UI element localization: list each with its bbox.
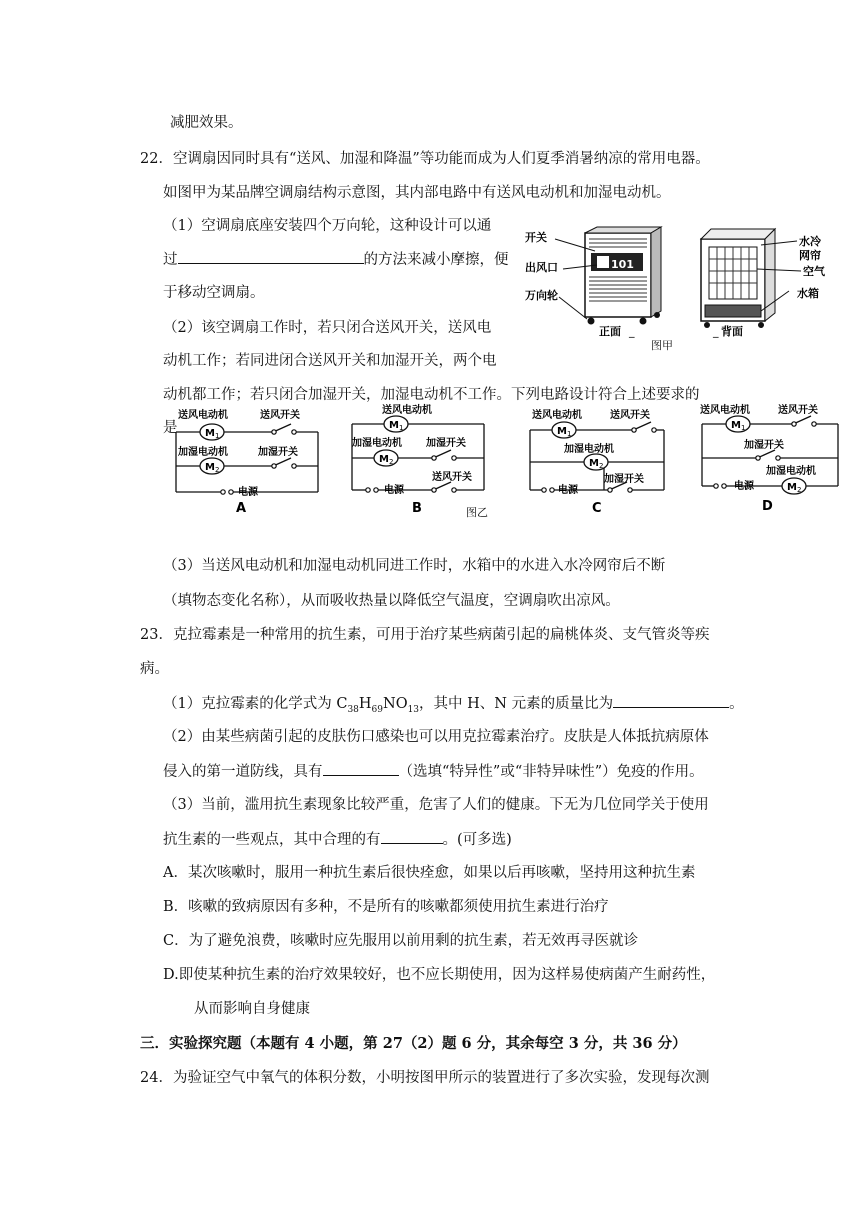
subscript: 38	[347, 704, 359, 715]
svg-text:加湿电动机: 加湿电动机	[766, 466, 816, 477]
question-22-stem: 22．空调扇因同时具有“送风、加湿和降温”等功能而成为人们夏季消暑纳凉的常用电器。	[140, 151, 710, 167]
answer-blank-23-2[interactable]	[323, 761, 399, 776]
svg-text:101: 101	[611, 258, 634, 271]
answer-blank-23-3[interactable]	[381, 829, 443, 844]
svg-text:加湿电动机: 加湿电动机	[352, 438, 402, 449]
text-line: 减肥效果。	[170, 115, 243, 131]
svg-text:送风开关: 送风开关	[778, 405, 818, 416]
text-line: （1）空调扇底座安装四个万向轮，这种设计可以通	[163, 218, 492, 234]
text-fragment: NO	[383, 696, 408, 712]
svg-text:加湿电动机: 加湿电动机	[178, 447, 228, 458]
subscript: 13	[407, 704, 420, 715]
svg-text:1: 1	[399, 424, 404, 432]
svg-text:M: M	[205, 428, 215, 439]
option-d-continued: 从而影响自身健康	[194, 1001, 310, 1017]
text-line: （填物态变化名称），从而吸收热量以降低空气温度，空调扇吹出凉风。	[163, 593, 620, 609]
figure-jia-caption: 图甲	[651, 339, 673, 352]
text-fragment: 的方法来减小摩擦，便	[363, 252, 509, 268]
circuit-c	[530, 408, 664, 516]
svg-text:M: M	[205, 462, 215, 473]
text-line: 病。	[140, 661, 169, 677]
svg-text:电源: 电源	[734, 481, 754, 492]
figure-yi-caption: 图乙	[466, 506, 488, 519]
text-fragment: 。	[729, 696, 744, 712]
label-air: 空气	[803, 265, 825, 278]
label-air-outlet: 出风口	[525, 261, 558, 274]
text-fragment: 抗生素的一些观点，其中合理的有	[163, 832, 381, 848]
text-fragment: 侵入的第一道防线，具有	[163, 764, 323, 780]
answer-blank-23-1[interactable]	[613, 693, 729, 708]
svg-text:电源: 电源	[384, 485, 404, 496]
svg-text:D: D	[762, 499, 773, 514]
question-24-stem: 24．为验证空气中氧气的体积分数，小明按图甲所示的装置进行了多次实验，发现每次测	[140, 1070, 710, 1086]
svg-text:1: 1	[741, 424, 746, 432]
text-line: 是	[163, 420, 178, 436]
back-unit-illustration	[701, 229, 826, 338]
svg-text:M: M	[389, 420, 399, 431]
svg-text:送风电动机: 送风电动机	[382, 405, 432, 416]
svg-text:1: 1	[567, 430, 572, 438]
svg-text:2: 2	[599, 462, 604, 470]
svg-text:2: 2	[797, 486, 802, 494]
svg-text:B: B	[412, 501, 422, 516]
option-b: B．咳嗽的致病原因有多种，不是所有的咳嗽都须使用抗生素进行治疗	[163, 899, 609, 915]
option-d: D.即使某种抗生素的治疗效果较好，也不应长期使用，因为这样易使病菌产生耐药性，	[163, 967, 716, 983]
circuit-d	[700, 403, 838, 514]
svg-text:1: 1	[215, 432, 220, 440]
question-23-stem: 23．克拉霉素是一种常用的抗生素，可用于治疗某些病菌引起的扁桃体炎、支气管炎等疾	[140, 627, 710, 643]
svg-text:_: _	[629, 325, 635, 338]
svg-text:加湿开关: 加湿开关	[426, 438, 466, 449]
svg-text:加湿开关: 加湿开关	[744, 440, 784, 451]
text-line: 于移动空调扇。	[163, 285, 265, 301]
text-line-with-blank	[163, 249, 509, 270]
label-net-curtain: 网帘	[799, 249, 821, 262]
label-front: 正面	[599, 325, 621, 338]
text-line: 如图甲为某品牌空调扇结构示意图，其内部电路中有送风电动机和加湿电动机。	[163, 185, 671, 201]
option-c: C．为了避免浪费，咳嗽时应先服用以前用剩的抗生素，若无效再寻医就诊	[163, 933, 639, 949]
option-a: A．某次咳嗽时，服用一种抗生素后很快痊愈，如果以后再咳嗽，坚持用这种抗生素	[163, 865, 696, 881]
figure-yi-circuits	[170, 400, 850, 516]
text-line-with-blank	[163, 761, 704, 782]
svg-text:2: 2	[215, 466, 220, 474]
text-line: （3）当送风电动机和加湿电动机同进工作时，水箱中的水进入水冷网帘后不断	[163, 558, 666, 574]
svg-text:送风开关: 送风开关	[610, 410, 650, 421]
text-line: 动机工作；若同进闭合送风开关和加湿开关，两个电	[163, 353, 497, 369]
svg-text:加湿开关: 加湿开关	[604, 474, 644, 485]
label-water-tank: 水箱	[797, 287, 819, 300]
svg-text:M: M	[557, 426, 567, 437]
text-line-with-blank	[163, 829, 512, 850]
svg-text:C: C	[592, 501, 602, 516]
label-switch: 开关	[525, 231, 547, 244]
text-fragment: （选填“特异性”或“非特异味性”）免疫的作用。	[398, 764, 704, 780]
text-fragment: H	[358, 696, 372, 712]
label-back: 背面	[721, 325, 743, 338]
text-line-with-blank	[163, 693, 744, 720]
text-fragment: ，其中 H、N 元素的质量比为	[419, 696, 614, 712]
text-line: 动机都工作；若只闭合加湿开关，加湿电动机不工作。下列电路设计符合上述要求的	[163, 387, 700, 403]
svg-text:2: 2	[389, 458, 394, 466]
svg-text:M: M	[379, 454, 389, 465]
svg-text:电源: 电源	[238, 487, 258, 498]
circuit-b	[351, 403, 484, 516]
svg-text:M: M	[787, 482, 797, 493]
svg-text:_: _	[713, 325, 719, 338]
svg-text:A: A	[236, 501, 247, 516]
section-heading: 三．实验探究题（本题有 4 小题，第 27（2）题 6 分，其余每空 3 分，共 36 分）	[140, 1035, 687, 1052]
svg-text:送风电动机: 送风电动机	[178, 410, 228, 421]
text-fragment: （1）克拉霉素的化学式为 C	[163, 696, 348, 712]
label-caster-wheel: 万向轮	[525, 289, 558, 302]
text-line: （2）该空调扇工作时，若只闭合送风开关，送风电	[163, 320, 492, 336]
front-unit-illustration	[525, 227, 661, 338]
svg-text:电源: 电源	[558, 485, 578, 496]
figure-jia-air-cooler	[525, 225, 855, 340]
text-fragment: 。(可多选)	[442, 832, 512, 848]
answer-blank-22-1[interactable]	[178, 249, 364, 264]
label-water-cooling: 水冷	[799, 235, 821, 248]
svg-text:加湿开关: 加湿开关	[258, 447, 298, 458]
svg-text:送风电动机: 送风电动机	[532, 410, 582, 421]
text-line: （3）当前，滥用抗生素现象比较严重，危害了人们的健康。下无为几位同学关于使用	[163, 797, 709, 813]
svg-text:送风开关: 送风开关	[260, 410, 300, 421]
subscript: 69	[371, 704, 383, 715]
svg-text:M: M	[731, 420, 741, 431]
circuit-a	[176, 408, 318, 516]
svg-text:送风电动机: 送风电动机	[700, 405, 750, 416]
svg-text:M: M	[589, 458, 599, 469]
svg-text:加湿电动机: 加湿电动机	[564, 444, 614, 455]
svg-text:送风开关: 送风开关	[432, 472, 472, 483]
text-line: （2）由某些病菌引起的皮肤伤口感染也可以用克拉霉素治疗。皮肤是人体抵抗病原体	[163, 729, 709, 745]
text-fragment: 过	[163, 252, 178, 268]
